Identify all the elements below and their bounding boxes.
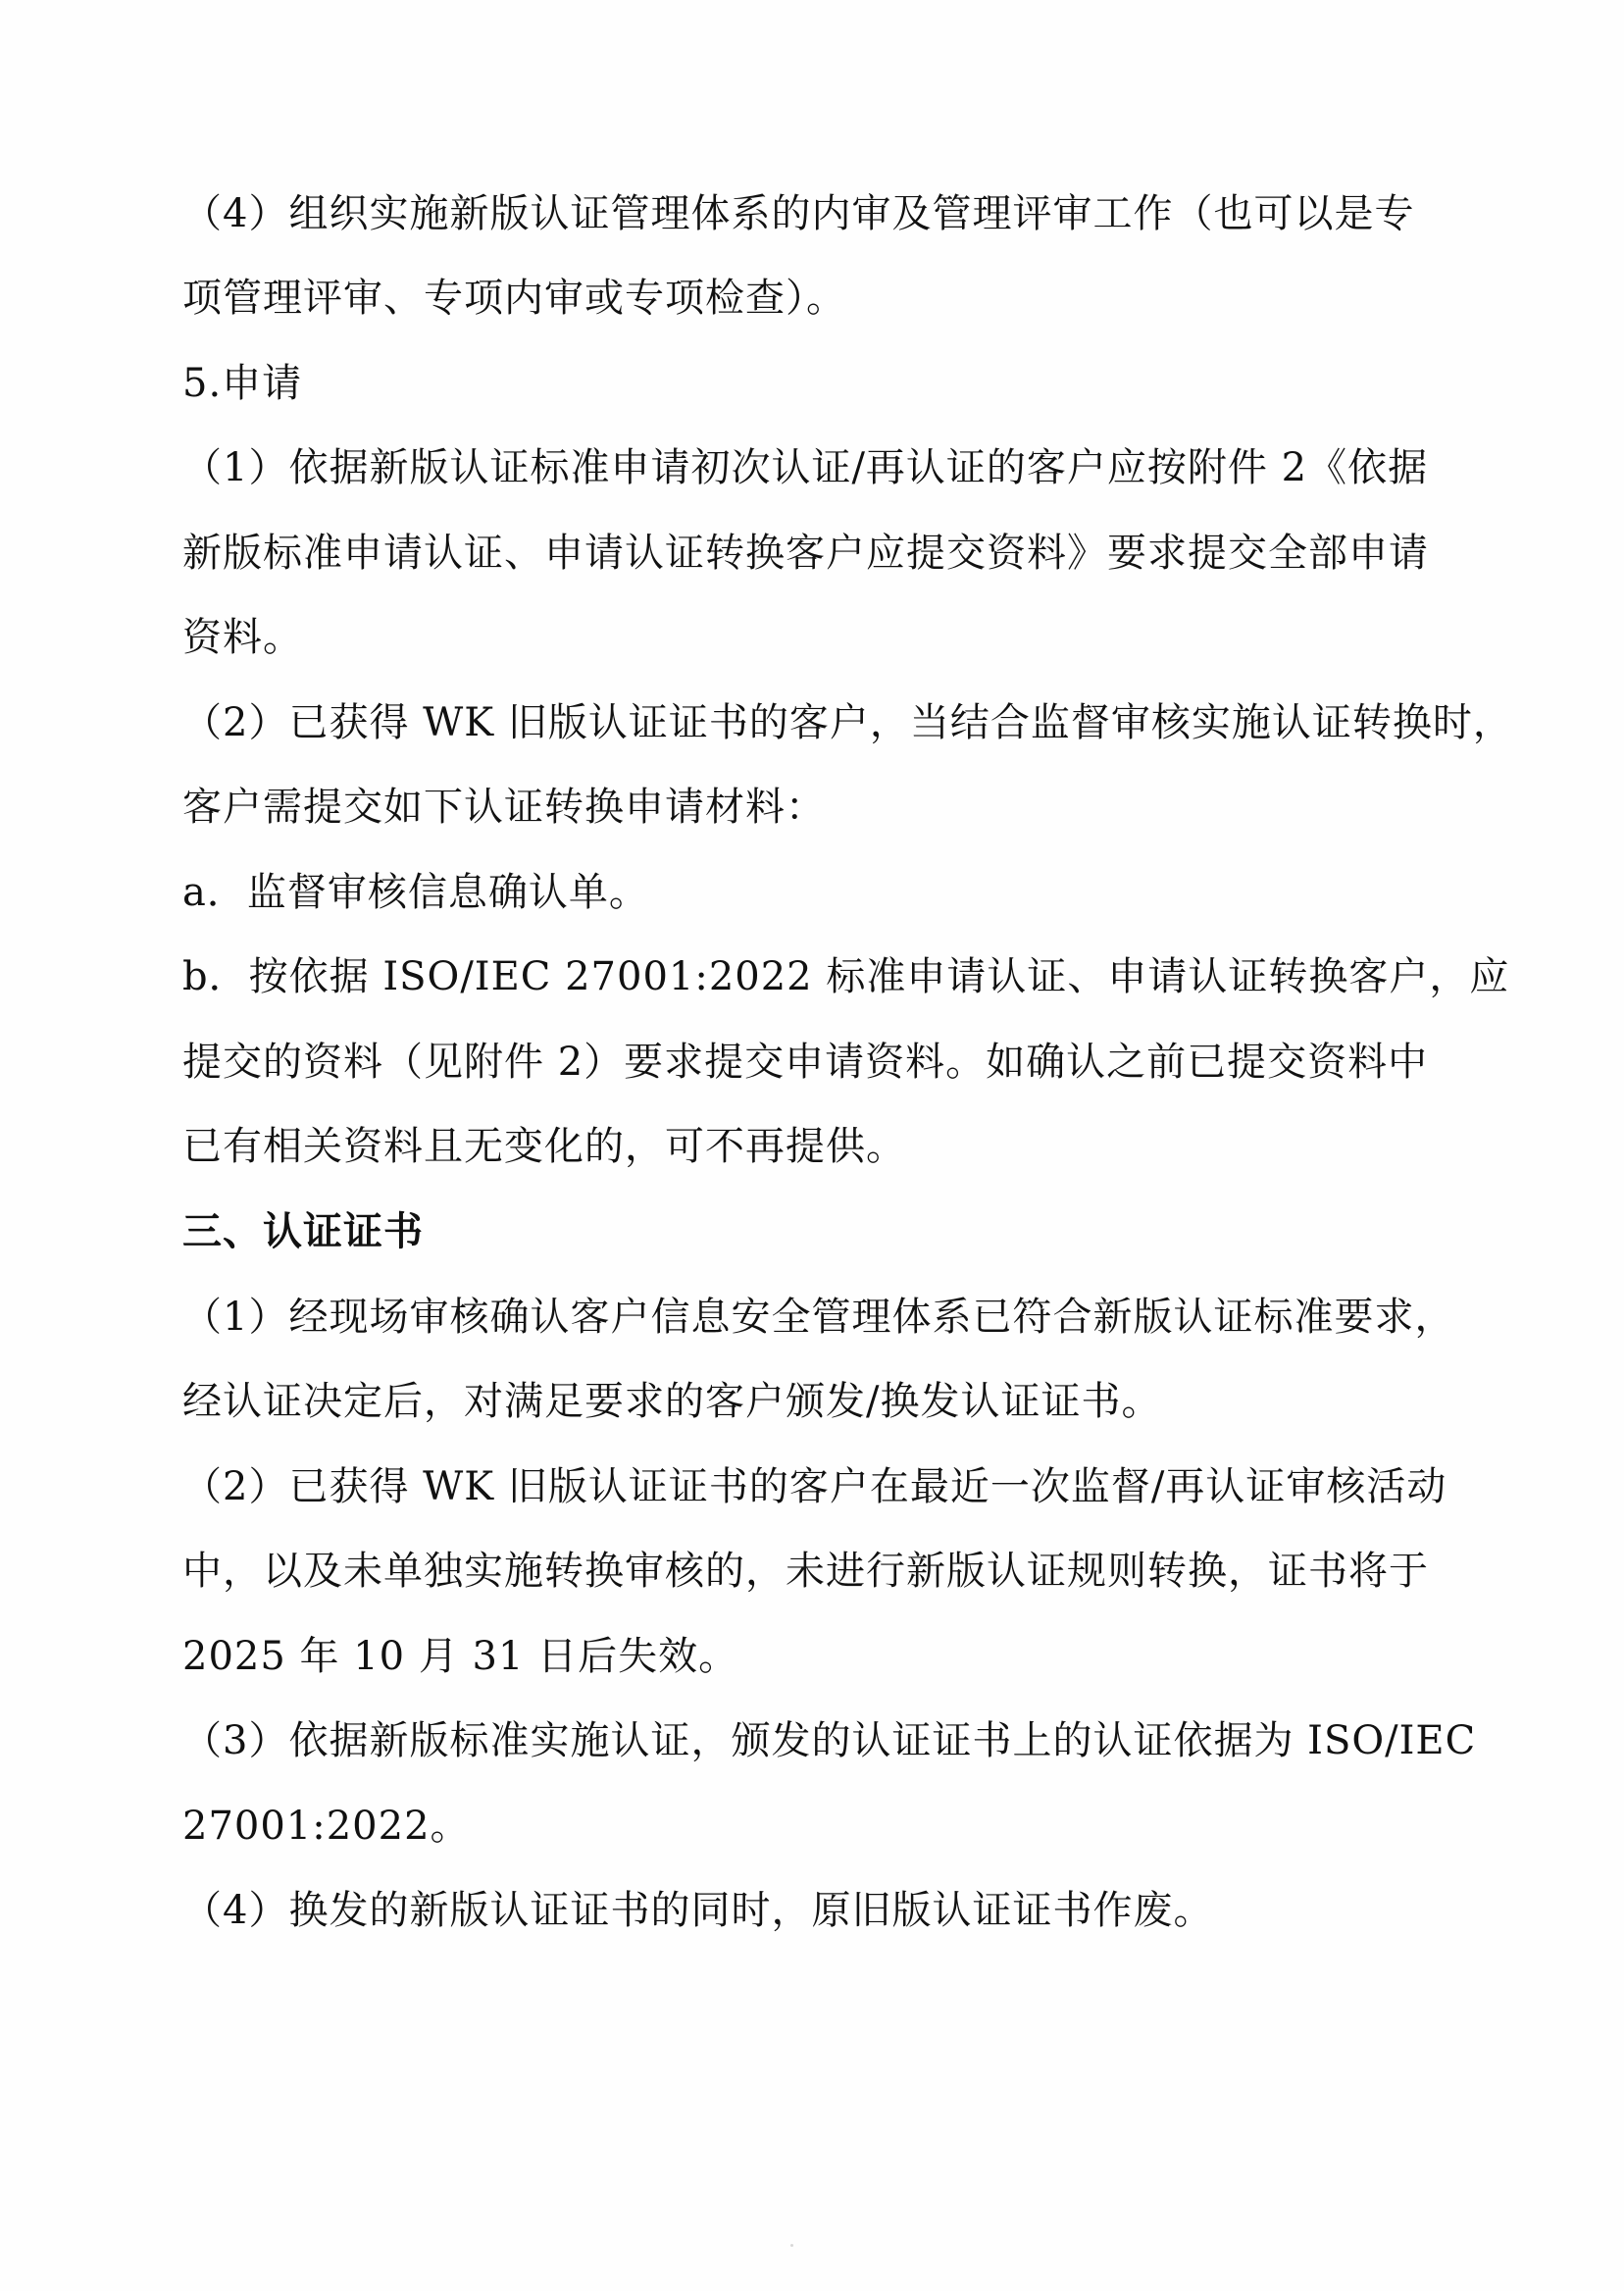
section-application-title: 5.申请 xyxy=(182,361,303,406)
text-line-certificate-3: （3）依据新版标准实施认证，颁发的认证证书上的认证依据为 ISO/IEC xyxy=(182,1718,1477,1763)
text-line-application-2: （2）已获得 WK 旧版认证证书的客户，当结合监督审核实施认证转换时， xyxy=(182,700,1513,745)
list-item-b-end: 已有相关资料且无变化的，可不再提供。 xyxy=(182,1124,906,1169)
section-heading-certificate: 三、认证证书 xyxy=(182,1209,424,1254)
text-line-application-2-cont: 客户需提交如下认证转换申请材料： xyxy=(182,785,826,830)
text-line-application-1-end: 资料。 xyxy=(182,615,303,660)
text-line-certificate-2-cont: 中，以及未单独实施转换审核的，未进行新版认证规则转换，证书将于 xyxy=(182,1549,1429,1594)
text-line-certificate-2-end: 2025 年 10 月 31 日后失效。 xyxy=(182,1634,739,1679)
text-line-internal-audit: （4）组织实施新版认证管理体系的内审及管理评审工作（也可以是专 xyxy=(182,191,1415,236)
scan-speck xyxy=(790,2244,793,2247)
text-line-certificate-4: （4）换发的新版认证证书的同时，原旧版认证证书作废。 xyxy=(182,1888,1214,1933)
list-item-b: b．按依据 ISO/IEC 27001:2022 标准申请认证、申请认证转换客户，应 xyxy=(182,954,1510,999)
text-line-application-1-cont: 新版标准申请认证、申请认证转换客户应提交资料》要求提交全部申请 xyxy=(182,531,1429,576)
text-line-internal-audit-cont: 项管理评审、专项内审或专项检查）。 xyxy=(182,276,846,321)
text-line-certificate-1: （1）经现场审核确认客户信息安全管理体系已符合新版认证标准要求， xyxy=(182,1295,1455,1340)
text-line-certificate-1-cont: 经认证决定后，对满足要求的客户颁发/换发认证证书。 xyxy=(182,1379,1162,1424)
text-line-certificate-2: （2）已获得 WK 旧版认证证书的客户在最近一次监督/再认证审核活动 xyxy=(182,1464,1447,1509)
text-line-certificate-3-end: 27001:2022。 xyxy=(182,1804,471,1849)
text-line-application-1: （1）依据新版认证标准申请初次认证/再认证的客户应按附件 2《依据 xyxy=(182,445,1429,490)
list-item-a: a．监督审核信息确认单。 xyxy=(182,870,649,915)
list-item-b-cont: 提交的资料（见附件 2）要求提交申请资料。如确认之前已提交资料中 xyxy=(182,1040,1429,1085)
